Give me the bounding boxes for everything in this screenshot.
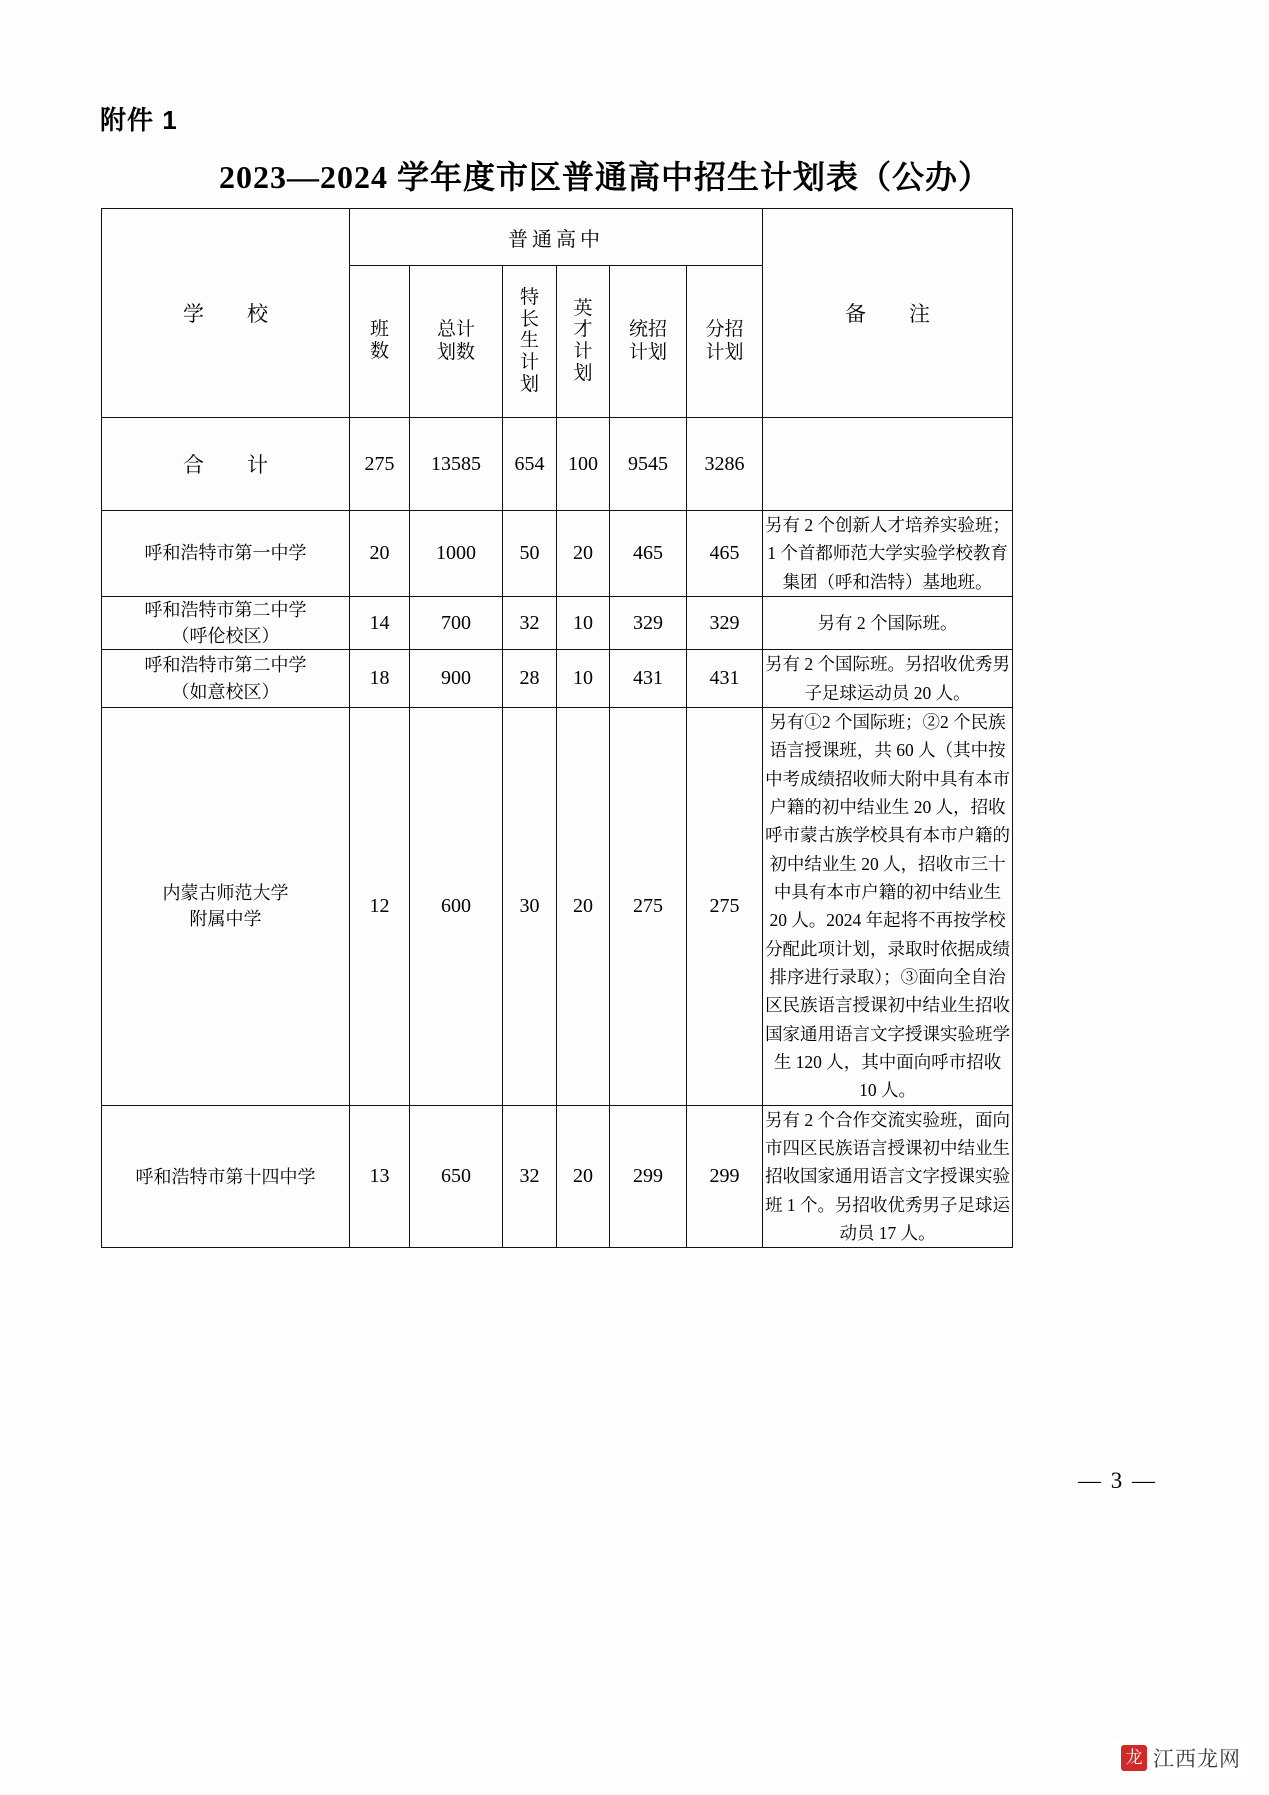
row-4-classes: 12 bbox=[350, 707, 410, 1105]
row-5-remark: 另有 2 个合作交流实验班，面向市四区民族语言授课初中结业生招收国家通用语言文字授课实验班 1 个。另招收优秀男子足球运动员 17 人。 bbox=[763, 1105, 1013, 1248]
row-2-classes: 14 bbox=[350, 597, 410, 650]
table-row bbox=[102, 650, 1013, 708]
row-2-school: 呼和浩特市第二中学 （呼伦校区） bbox=[102, 597, 350, 650]
watermark bbox=[1113, 1739, 1249, 1777]
row-3-elite: 10 bbox=[557, 650, 610, 708]
row-5-allocated: 299 bbox=[687, 1105, 763, 1248]
header-col-total-plan-label: 总计划数 bbox=[436, 318, 475, 363]
row-4-unified: 275 bbox=[610, 707, 687, 1105]
header-col-special-talent bbox=[503, 266, 557, 418]
table-row bbox=[102, 1105, 1013, 1248]
row-4-remark: 另有①2 个国际班；②2 个民族语言授课班，共 60 人（其中按中考成绩招收师大附中具有本市户籍的初中结业生 20 人，招收呼市蒙古族学校具有本市户籍的初中结业生 20 人，招收市三十中具有本市户籍的初中结业生 20 人。2024 年起将不再按学校分配此项计划，录取时依据成绩排序进行录取）；③面向全自治区民族语言授课初中结业生招收国家通用语言文字授课实验班学生 120 人，其中面向呼市招收 10 人。 bbox=[763, 707, 1013, 1105]
header-school: 学 校 bbox=[102, 209, 350, 418]
row-3-classes: 18 bbox=[350, 650, 410, 708]
row-5-elite: 20 bbox=[557, 1105, 610, 1248]
header-col-allocated-label: 分招计划 bbox=[705, 318, 744, 363]
row-2-unified: 329 bbox=[610, 597, 687, 650]
row-total-remark bbox=[763, 418, 1013, 511]
attachment-label: 附件 1 bbox=[100, 105, 178, 135]
row-5-total-plan: 650 bbox=[410, 1105, 503, 1248]
header-col-elite-label: 英才计划 bbox=[573, 297, 593, 384]
header-remark: 备 注 bbox=[763, 209, 1013, 418]
header-col-classes bbox=[350, 266, 410, 418]
header-col-allocated bbox=[687, 266, 763, 418]
row-4-allocated: 275 bbox=[687, 707, 763, 1105]
header-col-special-talent-label: 特长生计划 bbox=[520, 286, 540, 395]
watermark-logo-icon: 龙 bbox=[1121, 1745, 1147, 1771]
row-3-allocated: 431 bbox=[687, 650, 763, 708]
row-4-special-talent: 30 bbox=[503, 707, 557, 1105]
row-3-remark: 另有 2 个国际班。另招收优秀男子足球运动员 20 人。 bbox=[763, 650, 1013, 708]
watermark-text: 江西龙网 bbox=[1153, 1748, 1241, 1771]
row-3-special-talent: 28 bbox=[503, 650, 557, 708]
row-total-classes: 275 bbox=[350, 418, 410, 511]
row-total-total-plan: 13585 bbox=[410, 418, 503, 511]
row-3-total-plan: 900 bbox=[410, 650, 503, 708]
table-row bbox=[102, 597, 1013, 650]
row-1-school: 呼和浩特市第一中学 bbox=[102, 511, 350, 597]
table-body bbox=[102, 209, 1013, 1248]
row-4-elite: 20 bbox=[557, 707, 610, 1105]
row-total-special-talent: 654 bbox=[503, 418, 557, 511]
row-total-unified: 9545 bbox=[610, 418, 687, 511]
header-col-total-plan bbox=[410, 266, 503, 418]
row-1-unified: 465 bbox=[610, 511, 687, 597]
header-col-classes-label: 班数 bbox=[370, 319, 390, 363]
row-2-special-talent: 32 bbox=[503, 597, 557, 650]
plan-table-container bbox=[101, 208, 1012, 1248]
row-1-special-talent: 50 bbox=[503, 511, 557, 597]
row-5-unified: 299 bbox=[610, 1105, 687, 1248]
row-3-school: 呼和浩特市第二中学 （如意校区） bbox=[102, 650, 350, 708]
row-total-elite: 100 bbox=[557, 418, 610, 511]
table-row bbox=[102, 511, 1013, 597]
row-4-total-plan: 600 bbox=[410, 707, 503, 1105]
header-group-regular-highschool: 普通高中 bbox=[350, 209, 763, 266]
header-col-unified bbox=[610, 266, 687, 418]
row-1-total-plan: 1000 bbox=[410, 511, 503, 597]
table-row bbox=[102, 707, 1013, 1105]
row-2-elite: 10 bbox=[557, 597, 610, 650]
row-5-special-talent: 32 bbox=[503, 1105, 557, 1248]
admission-plan-table bbox=[101, 208, 1013, 1248]
row-2-remark: 另有 2 个国际班。 bbox=[763, 597, 1013, 650]
page-number: — 3 — bbox=[1078, 1468, 1157, 1493]
row-5-school: 呼和浩特市第十四中学 bbox=[102, 1105, 350, 1248]
header-col-unified-label: 统招计划 bbox=[628, 318, 667, 363]
row-3-unified: 431 bbox=[610, 650, 687, 708]
row-2-allocated: 329 bbox=[687, 597, 763, 650]
row-5-classes: 13 bbox=[350, 1105, 410, 1248]
row-total-allocated: 3286 bbox=[687, 418, 763, 511]
row-1-elite: 20 bbox=[557, 511, 610, 597]
row-1-allocated: 465 bbox=[687, 511, 763, 597]
row-4-school: 内蒙古师范大学 附属中学 bbox=[102, 707, 350, 1105]
table-row bbox=[102, 418, 1013, 511]
row-1-remark: 另有 2 个创新人才培养实验班；1 个首都师范大学实验学校教育集团（呼和浩特）基地班。 bbox=[763, 511, 1013, 597]
header-col-elite bbox=[557, 266, 610, 418]
row-2-total-plan: 700 bbox=[410, 597, 503, 650]
page-title: 2023—2024 学年度市区普通高中招生计划表（公办） bbox=[218, 159, 991, 195]
row-1-classes: 20 bbox=[350, 511, 410, 597]
row-total-school: 合 计 bbox=[102, 418, 350, 511]
table-header-row-group bbox=[102, 209, 1013, 266]
